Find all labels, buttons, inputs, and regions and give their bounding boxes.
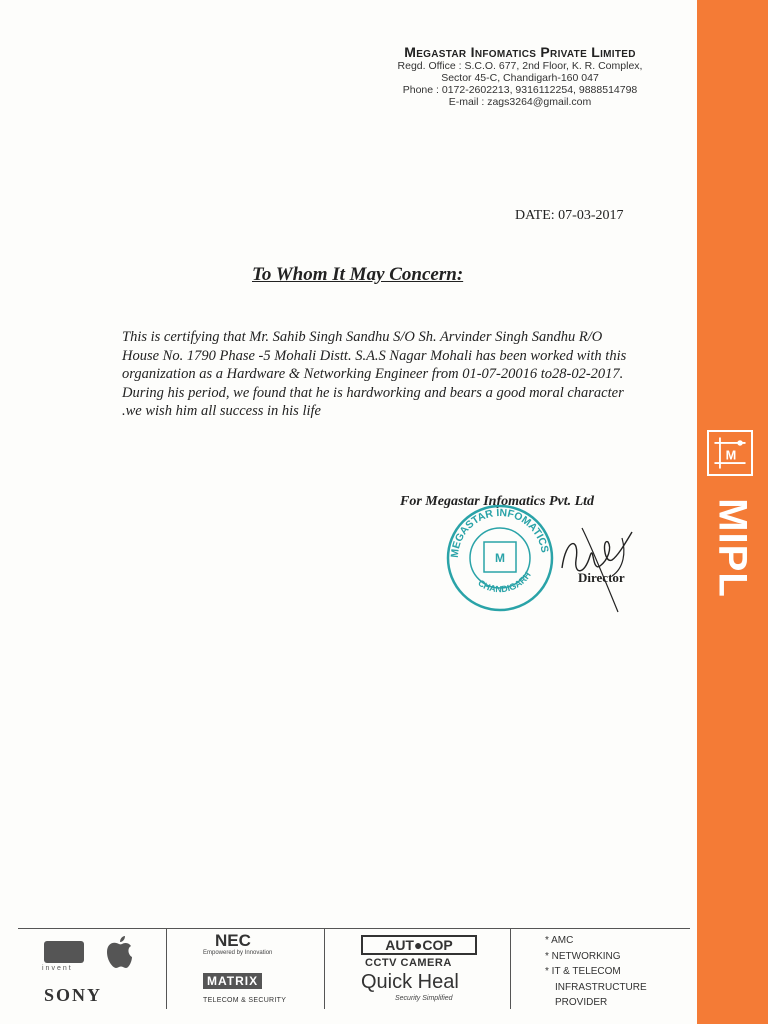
letter-date: DATE: 07-03-2017 [515,208,624,223]
autocop-logo: AUT●COP [361,935,477,955]
apple-logo-icon [104,935,134,969]
hp-invent-text: invent [42,965,73,972]
service-item: * IT & TELECOM [545,966,621,977]
footer-services [510,929,691,1009]
handwritten-signature [552,508,642,618]
service-item: INFRASTRUCTURE [555,981,647,993]
svg-text:MEGASTAR INFOMATICS PRIVATE LT [442,502,551,558]
signatory-company: For Megastar Infomatics Pvt. Ltd [400,494,595,509]
letterhead [370,44,670,108]
letter-body: This is certifying that Mr. Sahib Singh Sandhu S/O Sh. Arvinder Singh Sandhu R/O House No. 1790 Phase -5 Mohali Distt. S.A.S Nagar Mohali has been worked with this organization as a Hardware & Networking Engineer from 01-07-20016 to28-02-2017. During his period, we found that he is hardworking and bears a good moral character .we wish him all success in his life [122,329,627,419]
signatory-designation: Director [578,570,625,585]
company-name: Megastar Infomatics Private Limited [404,44,636,60]
svg-text:M: M [725,447,737,463]
svg-text:CHANDIGARH [476,570,533,594]
hp-logo-icon [44,941,84,963]
svg-text:M: M [495,551,505,565]
nec-tagline: Empowered by Innovation [203,950,273,956]
footer-brands-col-2 [166,929,325,1009]
sony-logo: SONY [44,985,103,1005]
nec-logo: NEC [215,931,251,950]
orange-side-band [697,0,768,1024]
matrix-tagline: TELECOM & SECURITY [203,997,287,1004]
footer-brands [18,928,690,1011]
letter-title: To Whom It May Concern: [252,264,464,285]
services-list [545,933,647,1011]
company-stamp [442,502,558,612]
service-item: * NETWORKING [545,950,621,962]
service-item: * AMC [545,935,574,946]
footer-brands-col-1 [18,929,164,1009]
matrix-logo: MATRIX [203,973,262,989]
stamp-text: MEGASTAR INFOMATICS [448,506,551,559]
address-line-2: Sector 45-C, Chandigarh-160 047 [441,72,599,84]
mipl-logo-icon [707,430,753,476]
stamp-city: CHANDIGARH [476,569,533,595]
phone-line: Phone : 0172-2602213, 9316112254, 9888514798 [402,84,638,96]
quick-heal-tagline: Security Simplified [395,995,453,1002]
quick-heal-logo: Quick Heal [361,971,459,993]
mipl-band-text: MIPL [710,498,755,598]
cctv-camera-text: CCTV CAMERA [365,957,452,969]
service-item: PROVIDER [555,997,608,1008]
address-line-1: Regd. Office : S.C.O. 677, 2nd Floor, K. R. Complex, [397,60,643,72]
footer-brands-col-3 [324,929,511,1009]
email-line: E-mail : zags3264@gmail.com [448,96,592,108]
